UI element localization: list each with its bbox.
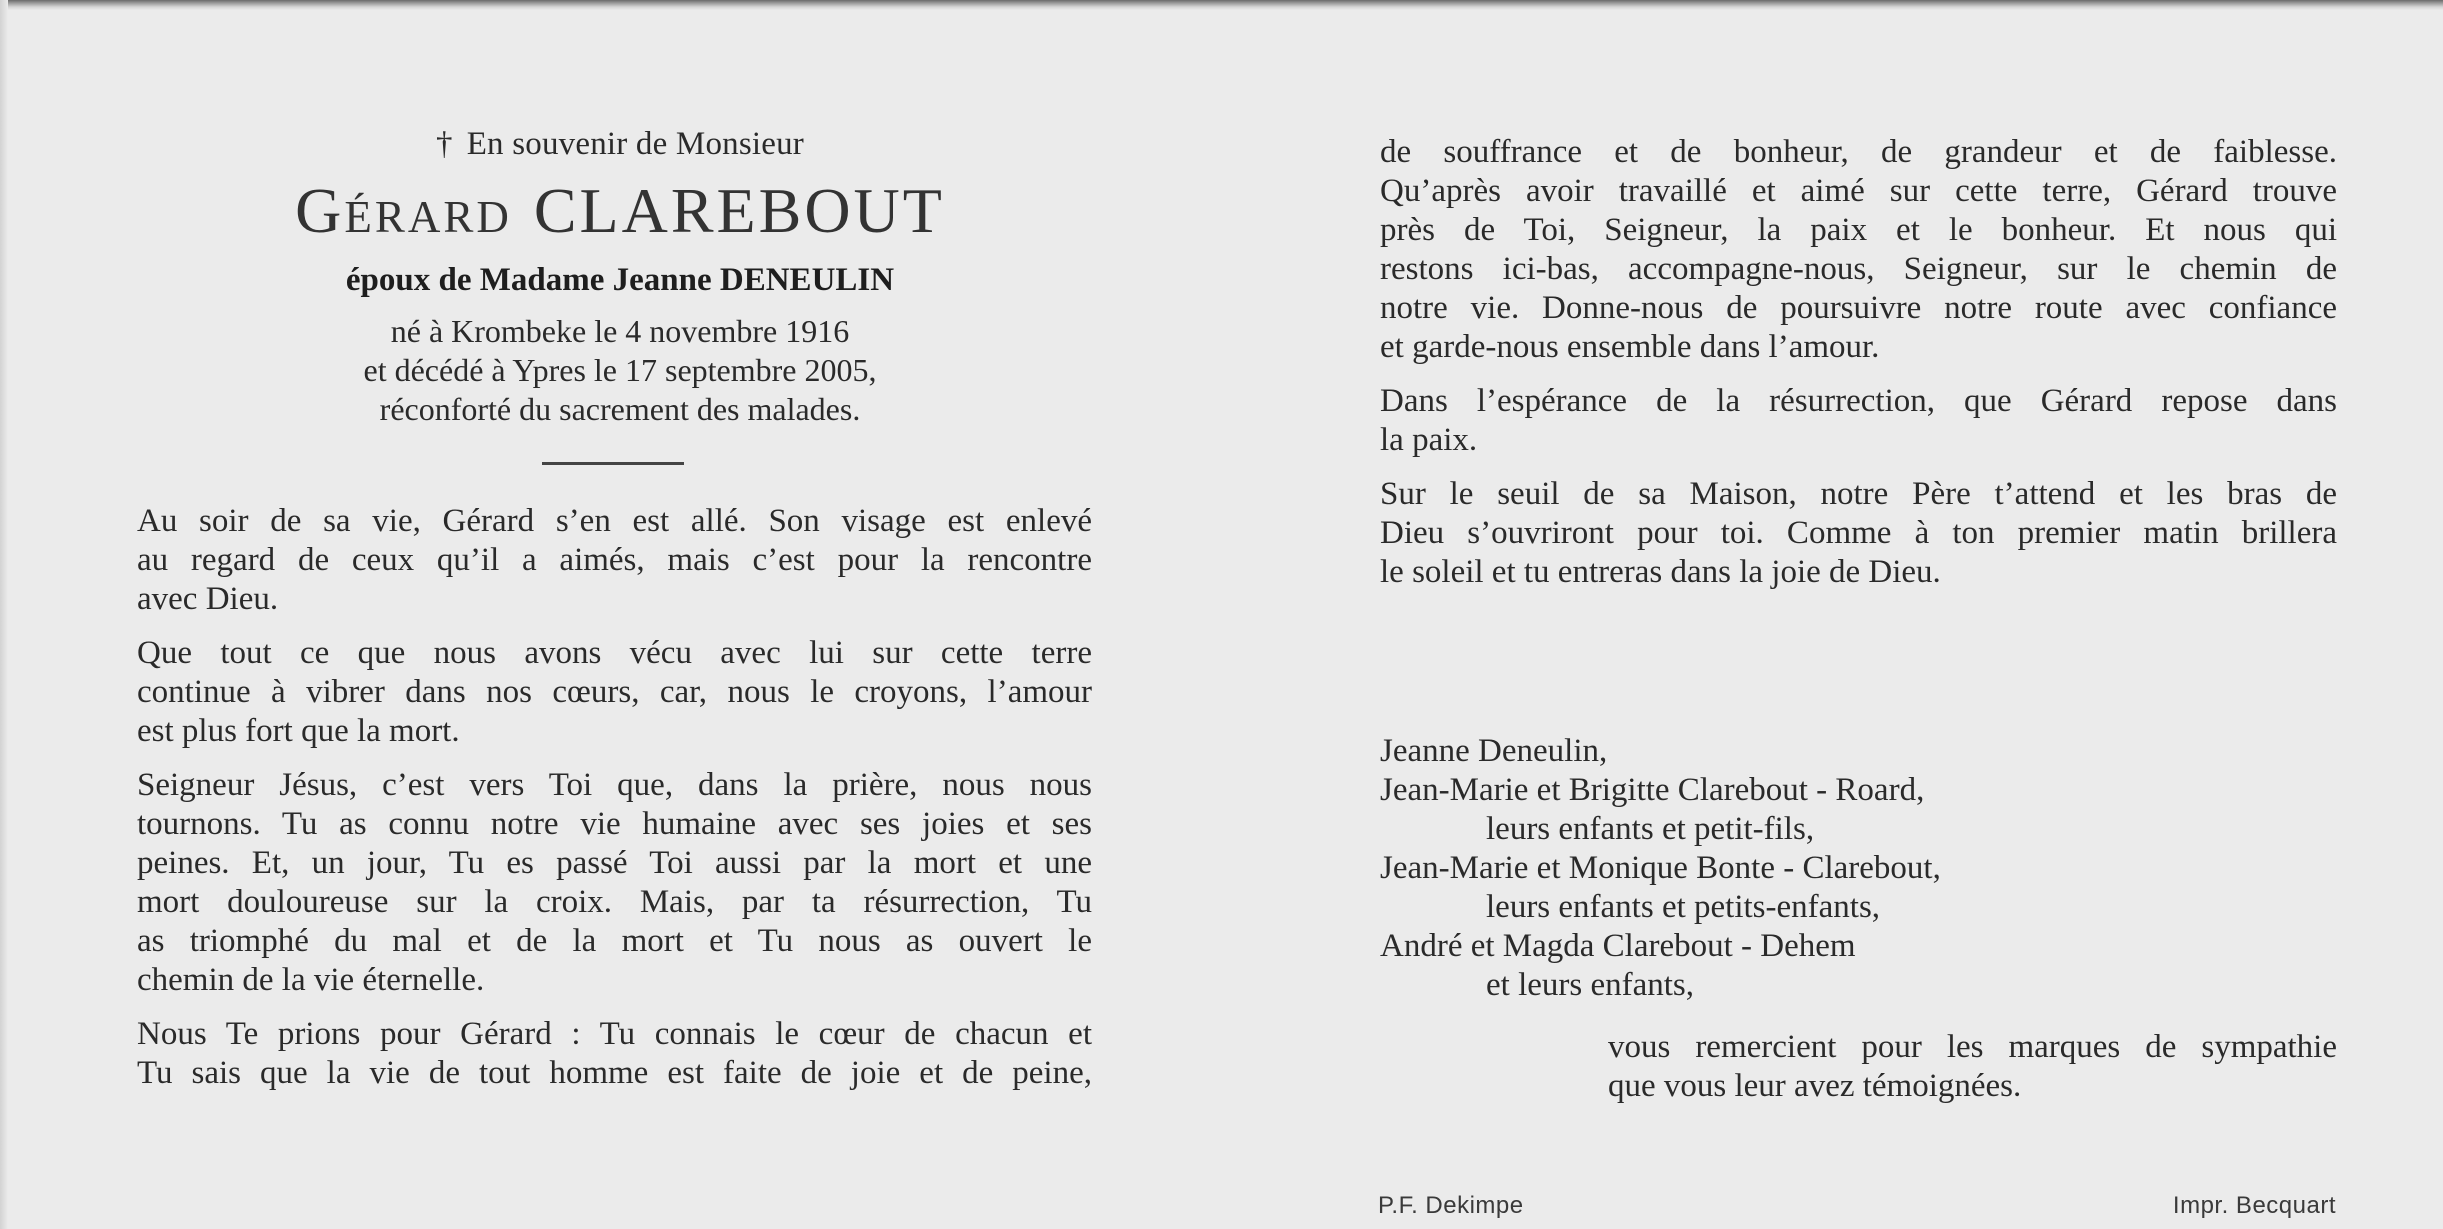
dagger-cross-icon: †: [436, 126, 453, 162]
text-line: tournons. Tu as connu notre vie humaine avec ses joies et ses: [137, 806, 1092, 842]
text-line: Que tout ce que nous avons vécu avec lui sur cette terre: [137, 635, 1092, 671]
text-line: est plus fort que la mort.: [137, 713, 460, 749]
text-line: près de Toi, Seigneur, la paix et le bonheur. Et nous qui: [1380, 212, 2337, 248]
deceased-name: [230, 176, 1010, 246]
printer-credit: Impr. Becquart: [2172, 1192, 2336, 1219]
family-list: [1380, 732, 1941, 1005]
text-line: restons ici-bas, accompagne-nous, Seigneur, sur le chemin de: [1380, 251, 2337, 287]
text-line: Dans l’espérance de la résurrection, que Gérard repose dans: [1380, 383, 2337, 419]
paragraph: [1380, 382, 2337, 460]
left-column-text: [137, 502, 1092, 1108]
paragraph: [137, 502, 1092, 619]
text-line: Nous Te prions pour Gérard : Tu connais le cœur de chacun et: [137, 1016, 1092, 1052]
text-line: Au soir de sa vie, Gérard s’en est allé. Son visage est enlevé: [137, 503, 1092, 539]
thanks-line: vous remercient pour les marques de sympathie: [1608, 1029, 2337, 1065]
family-line: leurs enfants et petits-enfants,: [1486, 889, 1881, 925]
deceased-first-name: Gérard: [295, 175, 512, 246]
intro-line: [230, 122, 1010, 166]
text-line: Seigneur Jésus, c’est vers Toi que, dans la prière, nous nous: [137, 767, 1092, 803]
card-left-edge: [0, 0, 8, 1229]
text-line: continue à vibrer dans nos cœurs, car, nous le croyons, l’amour: [137, 674, 1092, 710]
family-line: et leurs enfants,: [1486, 967, 1695, 1003]
text-line: chemin de la vie éternelle.: [137, 962, 485, 998]
paragraph: [1380, 133, 2337, 367]
family-line: Jean-Marie et Monique Bonte - Clarebout,: [1380, 850, 1941, 886]
text-line: et garde-nous ensemble dans l’amour.: [1380, 329, 1880, 365]
text-line: la paix.: [1380, 422, 1478, 458]
text-line: Sur le seuil de sa Maison, notre Père t’attend et les bras de: [1380, 476, 2337, 512]
paragraph: [137, 1015, 1092, 1093]
text-line: Tu sais que la vie de tout homme est faite de joie et de peine,: [137, 1055, 1092, 1091]
memorial-header: [230, 122, 1010, 429]
text-line: le soleil et tu entreras dans la joie de Dieu.: [1380, 554, 1941, 590]
paragraph: [137, 634, 1092, 751]
text-line: Qu’après avoir travaillé et aimé sur cette terre, Gérard trouve: [1380, 173, 2337, 209]
deceased-last-name: CLAREBOUT: [533, 175, 945, 246]
sacrament-line: réconforté du sacrement des malades.: [379, 391, 861, 427]
family-line: leurs enfants et petit-fils,: [1486, 811, 1815, 847]
life-dates: [230, 312, 1010, 429]
author-credit: P.F. Dekimpe: [1378, 1192, 1524, 1219]
family-line: André et Magda Clarebout - Dehem: [1380, 928, 1856, 964]
intro-text: En souvenir de Monsieur: [466, 126, 804, 162]
family-line: Jean-Marie et Brigitte Clarebout - Roard,: [1380, 772, 1925, 808]
text-line: de souffrance et de bonheur, de grandeur et de faiblesse.: [1380, 134, 2337, 170]
spouse-line: époux de Madame Jeanne DENEULIN: [345, 262, 895, 298]
right-column-text: [1380, 133, 2337, 607]
death-line: et décédé à Ypres le 17 septembre 2005,: [363, 352, 877, 388]
text-line: avec Dieu.: [137, 581, 279, 617]
header-divider: [542, 462, 684, 465]
birth-line: né à Krombeke le 4 novembre 1916: [390, 313, 850, 349]
text-line: notre vie. Donne-nous de poursuivre notre route avec confiance: [1380, 290, 2337, 326]
text-line: peines. Et, un jour, Tu es passé Toi aussi par la mort et une: [137, 845, 1092, 881]
paragraph: [137, 766, 1092, 1000]
text-line: as triomphé du mal et de la mort et Tu nous as ouvert le: [137, 923, 1092, 959]
text-line: Dieu s’ouvriront pour toi. Comme à ton premier matin brillera: [1380, 515, 2337, 551]
text-line: au regard de ceux qu’il a aimés, mais c’est pour la rencontre: [137, 542, 1092, 578]
paragraph: [1380, 475, 2337, 592]
card-top-edge: [0, 0, 2443, 10]
family-line: Jeanne Deneulin,: [1380, 733, 1608, 769]
text-line: mort douloureuse sur la croix. Mais, par ta résurrection, Tu: [137, 884, 1092, 920]
thanks-message: [1608, 1028, 2337, 1106]
thanks-line: que vous leur avez témoignées.: [1608, 1068, 2022, 1104]
